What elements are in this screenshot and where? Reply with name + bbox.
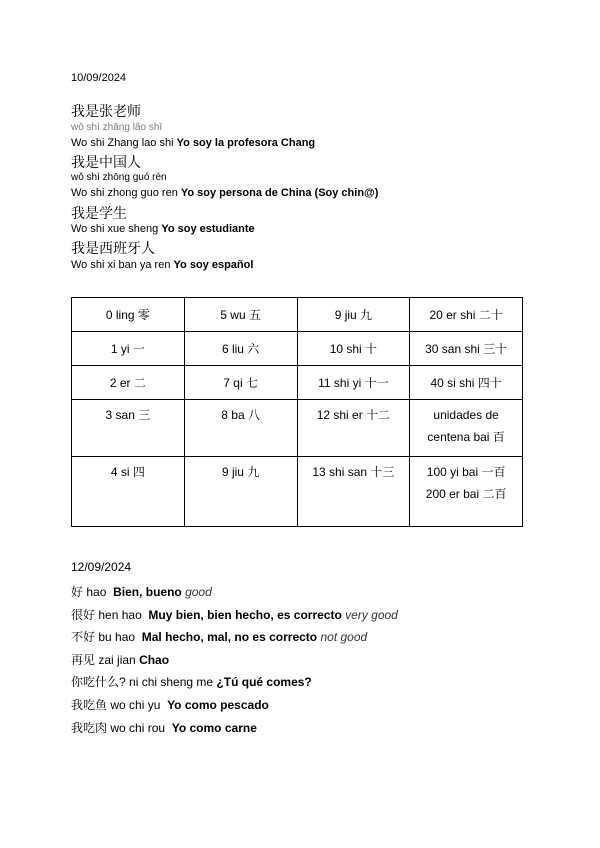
translation-line <box>71 259 253 271</box>
table-cell: 6 liu 六 <box>184 332 297 366</box>
english-translation: very good <box>345 608 398 622</box>
romanized-text: Wo shi xi ban ya ren <box>71 259 171 271</box>
spanish-translation: Yo soy persona de China (Soy chin@) <box>180 187 379 199</box>
vocab-line <box>71 651 169 668</box>
chinese-phrase: 我是西班牙人 <box>71 240 155 256</box>
chinese-phrase: 你吃什么? <box>71 675 126 689</box>
table-cell <box>410 400 523 457</box>
table-row <box>72 400 523 457</box>
chinese-phrase: 我是中国人 <box>71 154 141 170</box>
table-cell: 10 shi 十 <box>297 332 410 366</box>
spanish-translation: Muy bien, bien hecho, es correcto <box>148 608 342 622</box>
vocab-line <box>71 719 257 736</box>
chinese-phrase: 不好 <box>71 630 96 644</box>
table-row <box>72 366 523 400</box>
chinese-phrase: 我吃鱼 <box>71 698 108 712</box>
pinyin-line: wǒ shì zhōng guó rén <box>71 172 167 183</box>
table-cell: 30 san shi 三十 <box>410 332 523 366</box>
cell-line: 100 yi bai 一百 <box>426 465 506 479</box>
vocab-line <box>71 606 398 623</box>
table-cell: 5 wu 五 <box>184 298 297 332</box>
table-cell: 9 jiu 九 <box>297 298 410 332</box>
table-cell: 12 shi er 十二 <box>297 400 410 457</box>
table-cell: 13 shi san 十三 <box>297 457 410 527</box>
table-cell: 0 ling 零 <box>72 298 185 332</box>
cell-line: 200 er bai 二百 <box>425 487 507 501</box>
chinese-phrase: 我吃肉 <box>71 721 108 735</box>
table-cell: 7 qi 七 <box>184 366 297 400</box>
date-heading-1: 10/09/2024 <box>71 72 127 84</box>
table-row <box>72 457 523 527</box>
table-cell: 8 ba 八 <box>184 400 297 457</box>
romanized-text: hao <box>86 585 107 599</box>
vocab-line <box>71 673 312 690</box>
vocab-line <box>71 583 212 600</box>
romanized-text: zai jian <box>98 653 136 667</box>
romanized-text: hen hao <box>98 608 142 622</box>
spanish-translation: ¿Tú qué comes? <box>216 675 312 689</box>
spanish-translation: Chao <box>139 653 170 667</box>
cell-line: centena bai 百 <box>427 430 505 444</box>
romanized-text: bu hao <box>98 630 136 644</box>
table-cell: 3 san 三 <box>72 400 185 457</box>
table-cell: 11 shi yi 十一 <box>297 366 410 400</box>
date-heading-2: 12/09/2024 <box>71 560 132 574</box>
table-row <box>72 298 523 332</box>
english-translation: good <box>185 585 212 599</box>
vocab-line <box>71 696 269 713</box>
translation-line <box>71 223 255 235</box>
romanized-text: Wo shi zhong guo ren <box>71 187 178 199</box>
chinese-phrase: 我是张老师 <box>71 103 141 119</box>
romanized-text: wo chi yu <box>110 698 161 712</box>
romanized-text: Wo shi xue sheng <box>71 223 159 235</box>
translation-line <box>71 187 378 199</box>
cell-line: unidades de <box>433 408 499 422</box>
table-cell: 1 yi 一 <box>72 332 185 366</box>
spanish-translation: Yo como pescado <box>167 698 269 712</box>
vocab-line <box>71 628 367 645</box>
spanish-translation: Bien, bueno <box>113 585 182 599</box>
english-translation: not good <box>320 630 368 644</box>
numbers-table <box>71 297 523 527</box>
chinese-phrase: 再见 <box>71 653 96 667</box>
spanish-translation: Yo soy español <box>173 259 254 271</box>
translation-line <box>71 137 315 149</box>
chinese-phrase: 我是学生 <box>71 205 127 221</box>
spanish-translation: Yo como carne <box>171 721 257 735</box>
romanized-text: wo chi rou <box>110 721 166 735</box>
chinese-phrase: 很好 <box>71 608 96 622</box>
table-cell: 20 er shi 二十 <box>410 298 523 332</box>
table-cell: 4 si 四 <box>72 457 185 527</box>
table-cell <box>410 457 523 527</box>
spanish-translation: Mal hecho, mal, no es correcto <box>141 630 318 644</box>
table-cell: 40 si shi 四十 <box>410 366 523 400</box>
table-row <box>72 332 523 366</box>
table-cell: 2 er 二 <box>72 366 185 400</box>
chinese-phrase: 好 <box>71 585 84 599</box>
table-cell: 9 jiu 九 <box>184 457 297 527</box>
pinyin-line: wǒ shì zhāng lǎo shī <box>71 122 163 133</box>
romanized-text: ni chi sheng me <box>129 675 214 689</box>
romanized-text: Wo shi Zhang lao shi <box>71 137 174 149</box>
spanish-translation: Yo soy la profesora Chang <box>176 137 316 149</box>
spanish-translation: Yo soy estudiante <box>161 223 255 235</box>
